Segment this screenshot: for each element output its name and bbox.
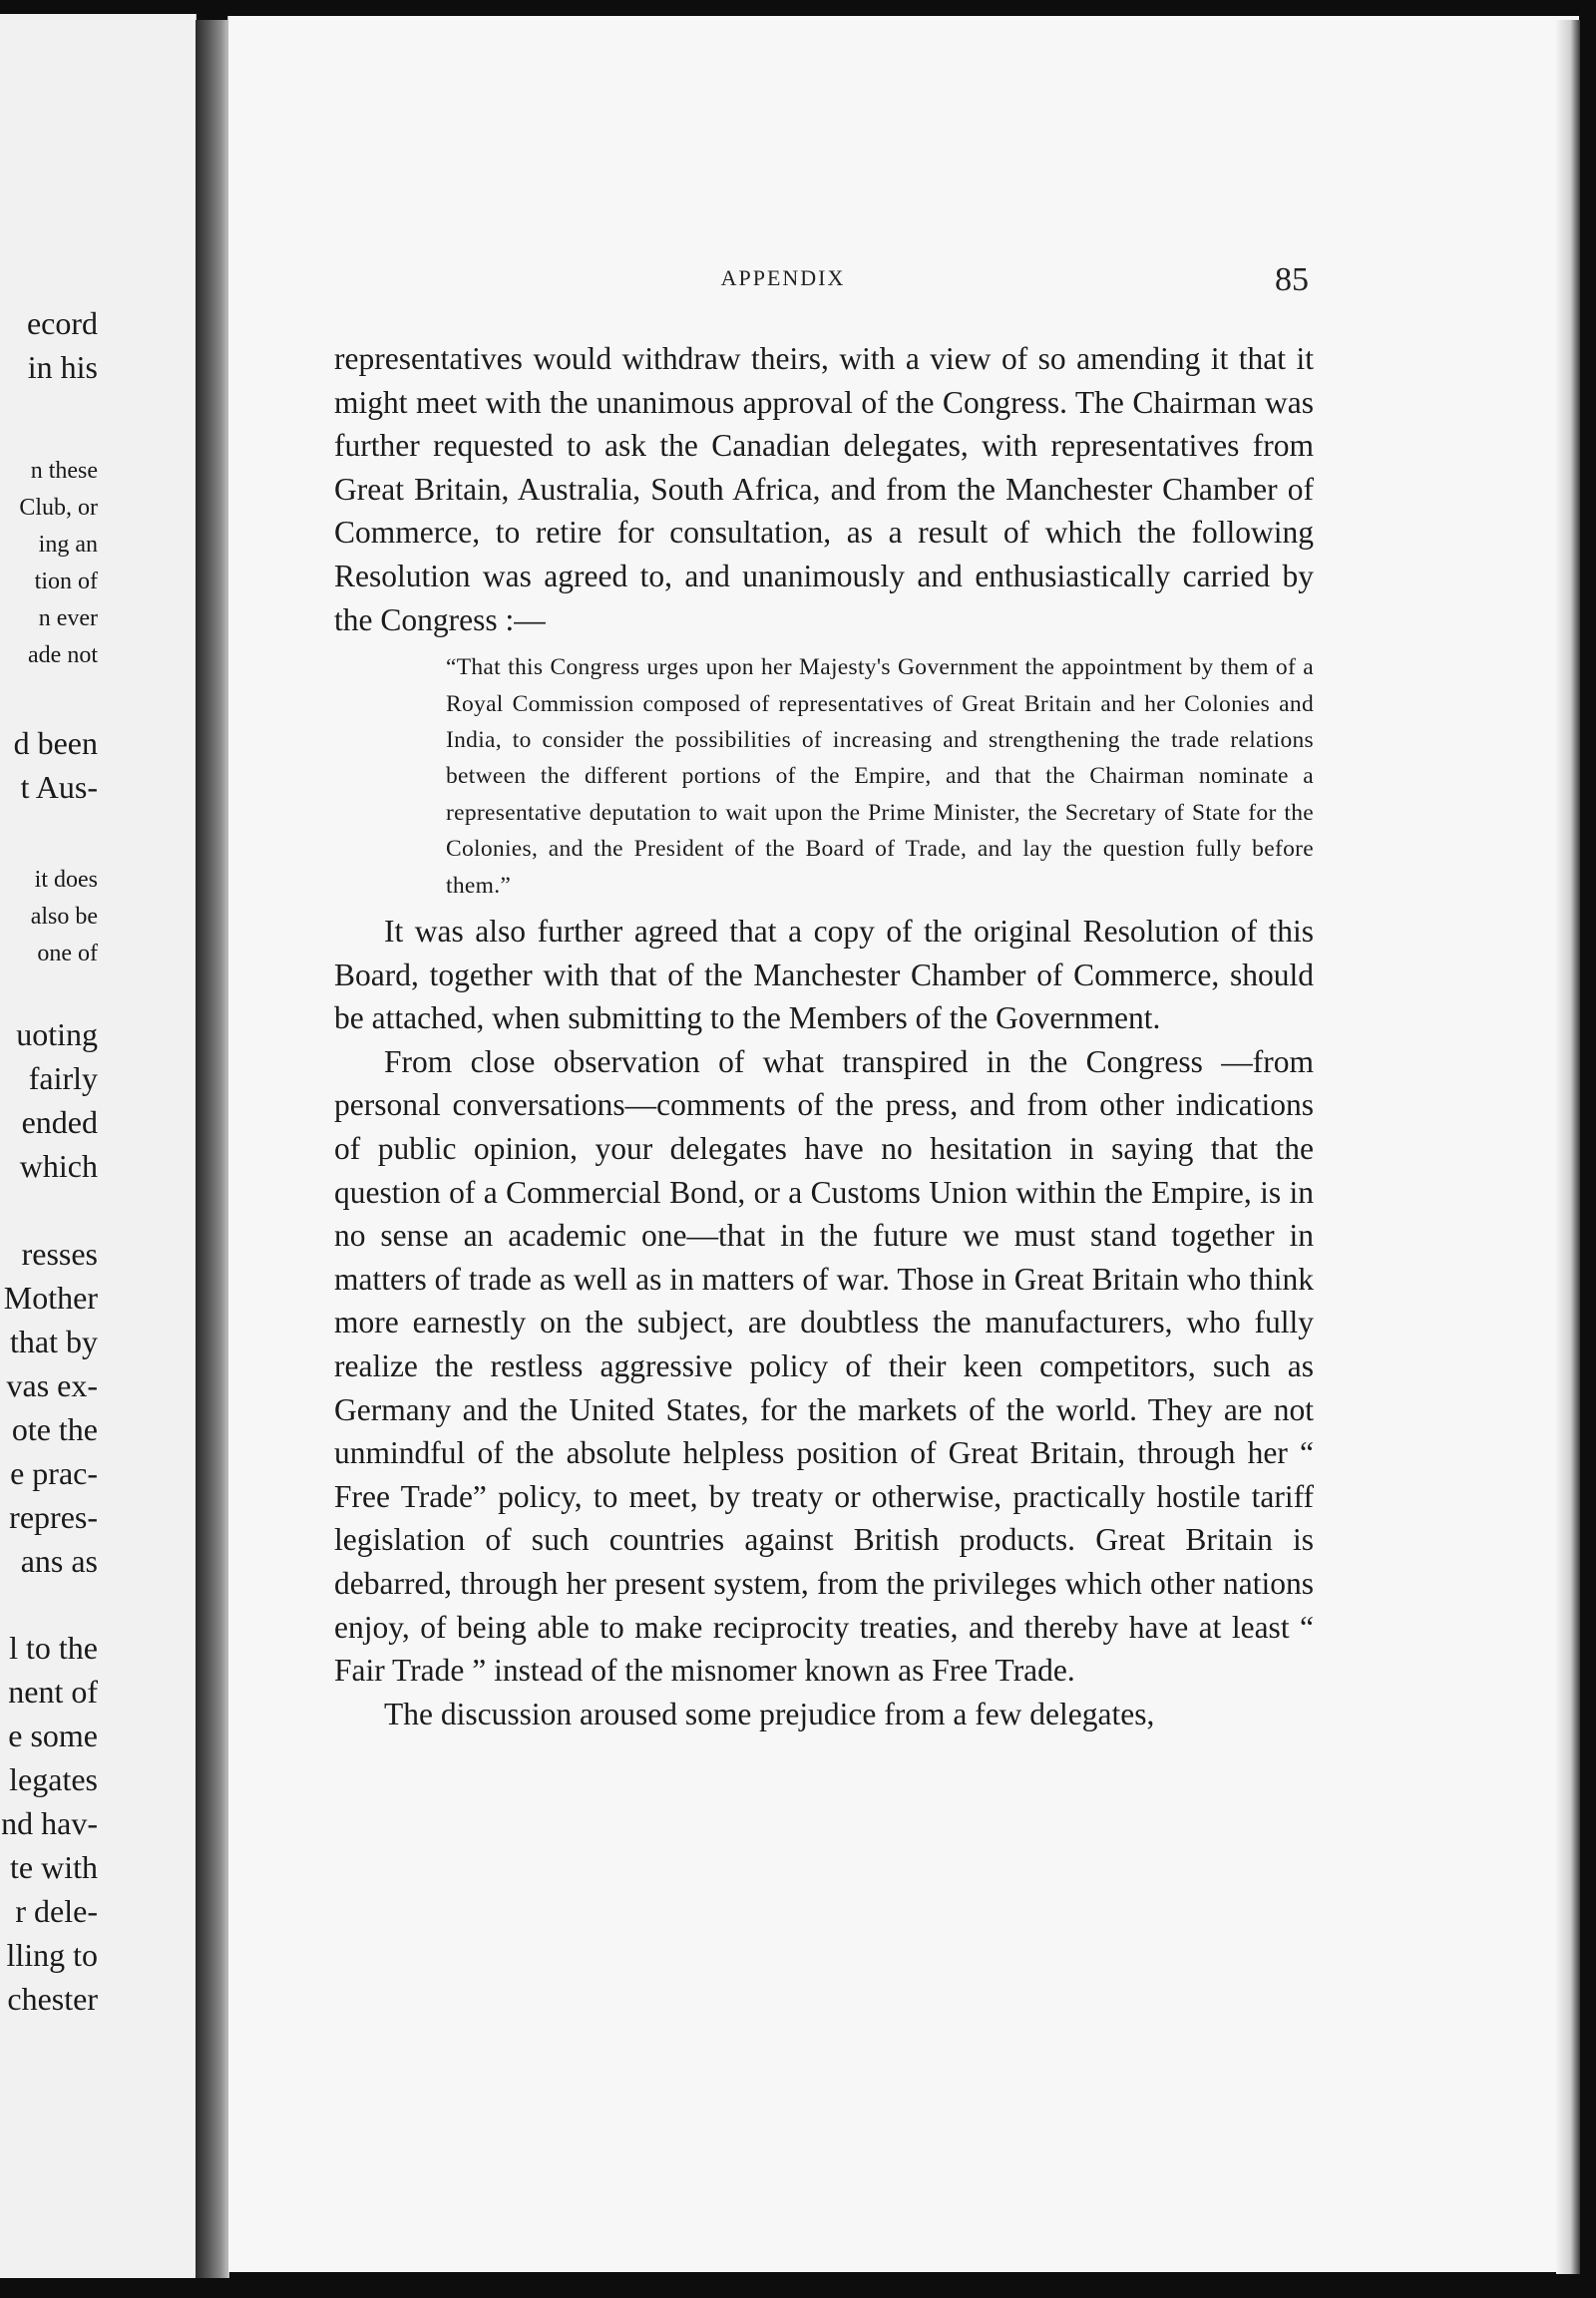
left-page-fragment: Mother — [3, 1280, 98, 1316]
left-page-fragment: ans as — [20, 1543, 98, 1579]
left-page-fragment: chester — [7, 1981, 98, 2017]
page-number: 85 — [1275, 261, 1309, 298]
left-page-fragment: e prac- — [10, 1455, 98, 1491]
book-gutter — [196, 20, 229, 2278]
left-page-fragment: n ever — [38, 605, 98, 631]
left-page-fragment: t Aus- — [20, 769, 98, 805]
left-page-fragment: ing an — [38, 532, 98, 558]
block-quote-resolution: “That this Congress urges upon her Majesty's Government the appointment by them of a Royal Commission composed of representatives of Great Britain and her Colonies and India, to consider the possibilities of increasing and strengthening the trade relations between the different portions of the Empire, and that the Chairman nominate a representative deputation to wait upon the Prime Minister, the Secretary of State for the Colonies, and the President of the Board of Trade, and lay the question fully before them.” — [446, 654, 1314, 899]
left-page-fragment: d been — [13, 725, 98, 761]
left-page-fragment: nent of — [8, 1674, 98, 1710]
left-page-fragment: ended — [21, 1104, 98, 1140]
left-page-fragment: r dele- — [15, 1893, 98, 1929]
left-page-fragment: repres- — [9, 1499, 98, 1535]
left-page-fragment: e some — [8, 1718, 98, 1753]
page-body — [334, 337, 1314, 1735]
running-head: APPENDIX — [720, 265, 846, 290]
paragraph: It was also further agreed that a copy of the original Resolution of this Board, together with that of the Manchester Chamber of Commerce, should be attached, when submitting to the Members of the Government. — [334, 914, 1314, 1036]
left-page-fragment: uoting — [16, 1016, 98, 1052]
previous-page — [0, 14, 197, 2278]
left-page-fragment: that by — [10, 1324, 98, 1359]
left-page-fragment: lling to — [6, 1937, 98, 1973]
left-page-fragment: fairly — [28, 1060, 98, 1096]
left-page-fragment: tion of — [34, 569, 98, 594]
left-page-fragment: te with — [10, 1849, 98, 1885]
left-page-fragment: nd hav- — [1, 1805, 98, 1841]
left-page-fragment: in his — [27, 349, 98, 385]
left-page-fragment: vas ex- — [6, 1367, 98, 1403]
left-page-fragment: which — [19, 1148, 98, 1184]
left-page-fragment: legates — [9, 1761, 98, 1797]
page-edge — [1556, 20, 1580, 2274]
left-page-fragment: Club, or — [19, 495, 98, 521]
left-page-fragment: it does — [34, 867, 98, 893]
left-page-fragment: l to the — [9, 1630, 98, 1666]
left-page-fragment: ote the — [11, 1411, 98, 1447]
paragraph: From close observation of what transpired in the Congress —from personal conversations—comments of the press, and from other indications of public opinion, your delegates have no hesitation in saying that the question of a Commercial Bond, or a Customs Union within the Empire, is in no sense an academic one—that in the future we must stand together in matters of trade as well as in matters of war. Those in Great Britain who think more earnestly on the subject, are doubtless the manufacturers, who fully realize the restless aggressive policy of their keen competitors, such as Germany and the United States, for the markets of the world. They are not unmindful of the absolute helpless position of Great Britain, through her “ Free Trade” policy, to meet, by treaty or otherwise, practically hostile tariff legislation of such countries against British products. Great Britain is debarred, through her present system, from the privileges which other nations enjoy, of being able to make reciprocity treaties, and thereby have at least “ Fair Trade ” instead of the misnomer known as Free Trade. — [334, 1043, 1314, 1689]
left-page-fragment: ecord — [26, 305, 98, 341]
left-page-fragment: also be — [30, 904, 98, 930]
left-page-fragment: n these — [30, 458, 98, 484]
paragraph: The discussion aroused some prejudice from a few delegates, — [384, 1696, 1155, 1731]
left-page-fragment: ade not — [28, 642, 98, 668]
paragraph: representatives would withdraw theirs, with a view of so amending it that it might meet with the unanimous approval of the Congress. The Chairman was further requested to ask the Canadian delegates, with representatives from Great Britain, Australia, South Africa, and from the Manchester Chamber of Commerce, to retire for consultation, as a result of which the following Resolution was agreed to, and unanimously and enthusiastically carried by the Congress :— — [334, 341, 1314, 637]
left-page-fragment: resses — [21, 1236, 98, 1272]
left-page-fragment: one of — [37, 941, 98, 966]
